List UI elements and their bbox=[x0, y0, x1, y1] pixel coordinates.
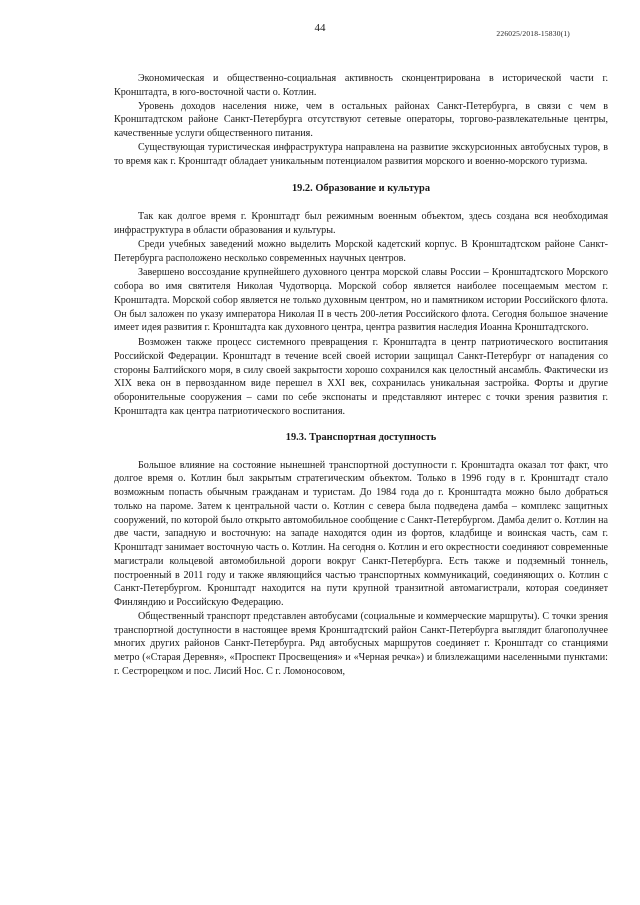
paragraph: Существующая туристическая инфраструктура направлена на развитие экскурсионных автобусных туров, в то время как г. Кронштадт обладает уникальным потенциалом развития морского и военно-морского туризма. bbox=[114, 141, 608, 167]
section-heading-education: 19.2. Образование и культура bbox=[291, 183, 431, 195]
paragraph: Возможен также процесс системного превращения г. Кронштадта в центр патриотического воспитания Российской Федерации. Кронштадт в течение всей своей истории защищал Санкт-Петербург от нападения со стороны Балтийского моря, в силу своей закрытости хорошо сохранился как целостный ансамбль. Фактически из XIX века он в первозданном виде перешел в XXI век, сохранилась уникальная застройка. Форты и другие оборонительные сооружения – сами по себе экспонаты и представляют интерес с точки зрения развития г. Кронштадта как центра патриотического воспитания. bbox=[114, 337, 608, 417]
paragraph: Среди учебных заведений можно выделить Морской кадетский корпус. В Кронштадтском районе Санкт-Петербурга расположено несколько современных научных центров. bbox=[114, 238, 608, 264]
document-code: 226025/2018-15830(1) bbox=[496, 29, 570, 38]
page-number: 44 bbox=[314, 22, 326, 34]
document-body bbox=[114, 72, 608, 679]
paragraph: Общественный транспорт представлен автобусами (социальные и коммерческие маршруты). С точки зрения транспортной доступности в настоящее время Кронштадтский район Санкт-Петербурга выглядит благополучнее многих других районов Санкт-Петербурга. Ряд автобусных маршрутов соединяет г. Кронштадт со станциями метро («Старая Деревня», «Проспект Просвещения» и «Черная речка») и близлежащими населенными пунктами: г. Сестрорецком и пос. Лисий Нос. С г. Ломоносовом, bbox=[114, 610, 608, 677]
paragraph: Так как долгое время г. Кронштадт был режимным военным объектом, здесь создана вся необходимая инфраструктура в области образования и культуры. bbox=[114, 211, 608, 236]
paragraph: Экономическая и общественно-социальная активность сконцентрирована в исторической части г. Кронштадта, в юго-восточной части о. Котлин. bbox=[114, 73, 608, 98]
paragraph: Уровень доходов населения ниже, чем в остальных районах Санкт-Петербурга, в связи с чем в Кронштадтском районе Санкт-Петербурга отсутствуют сетевые операторы, торгово-развлекательные центры, качественные услуги общественного питания. bbox=[114, 100, 608, 139]
paragraph: Завершено воссоздание крупнейшего духовного центра морской славы России – Кронштадтского Морского собора во имя святителя Николая Чудотворца. Морской собор является наиболее посещаемым местом г. Кронштадта. Морской собор является не только духовным центром, но и памятником истории Российского флота. Он был заложен по указу императора Николая II в честь 200-летия Российского флота. Сегодня большое значение имеет идея развития г. Кронштадта как духовного центра, центра развития наследия Иоанна Кронштадтского. bbox=[114, 267, 608, 334]
paragraph: Большое влияние на состояние нынешней транспортной доступности г. Кронштадта оказал тот факт, что долгое время о. Котлин был закрытым стратегическим объектом. Только в 1996 году в г. Кронштадт стало возможным попасть обычным гражданам и туристам. До 1984 года до г. Кронштадта можно было добраться только на пароме. Затем к центральной части о. Котлин с севера была подведена дамба – комплекс защитных сооружений, по которой было открыто автомобильное сообщение с Санкт-Петербургом. Дамба делит о. Котлин на две части, западную и восточную: на западе находятся один из фортов, кладбище и воинская часть, сам г. Кронштадт занимает восточную часть о. Котлин. На сегодня о. Котлин и его окрестности соединяют современные магистрали кольцевой автомобильной дороги вокруг Санкт-Петербурга. Есть также и подземный тоннель, построенный в 2011 году и также являющийся частью транспортных коммуникаций, соединяющих о. Котлин с Санкт-Петербургом. Кронштадт находится на пути крупной транзитной автомагистрали, которая соединяет Финляндию и Российскую Федерацию. bbox=[114, 459, 608, 608]
section-heading-transport: 19.3. Транспортная доступность bbox=[285, 431, 437, 443]
